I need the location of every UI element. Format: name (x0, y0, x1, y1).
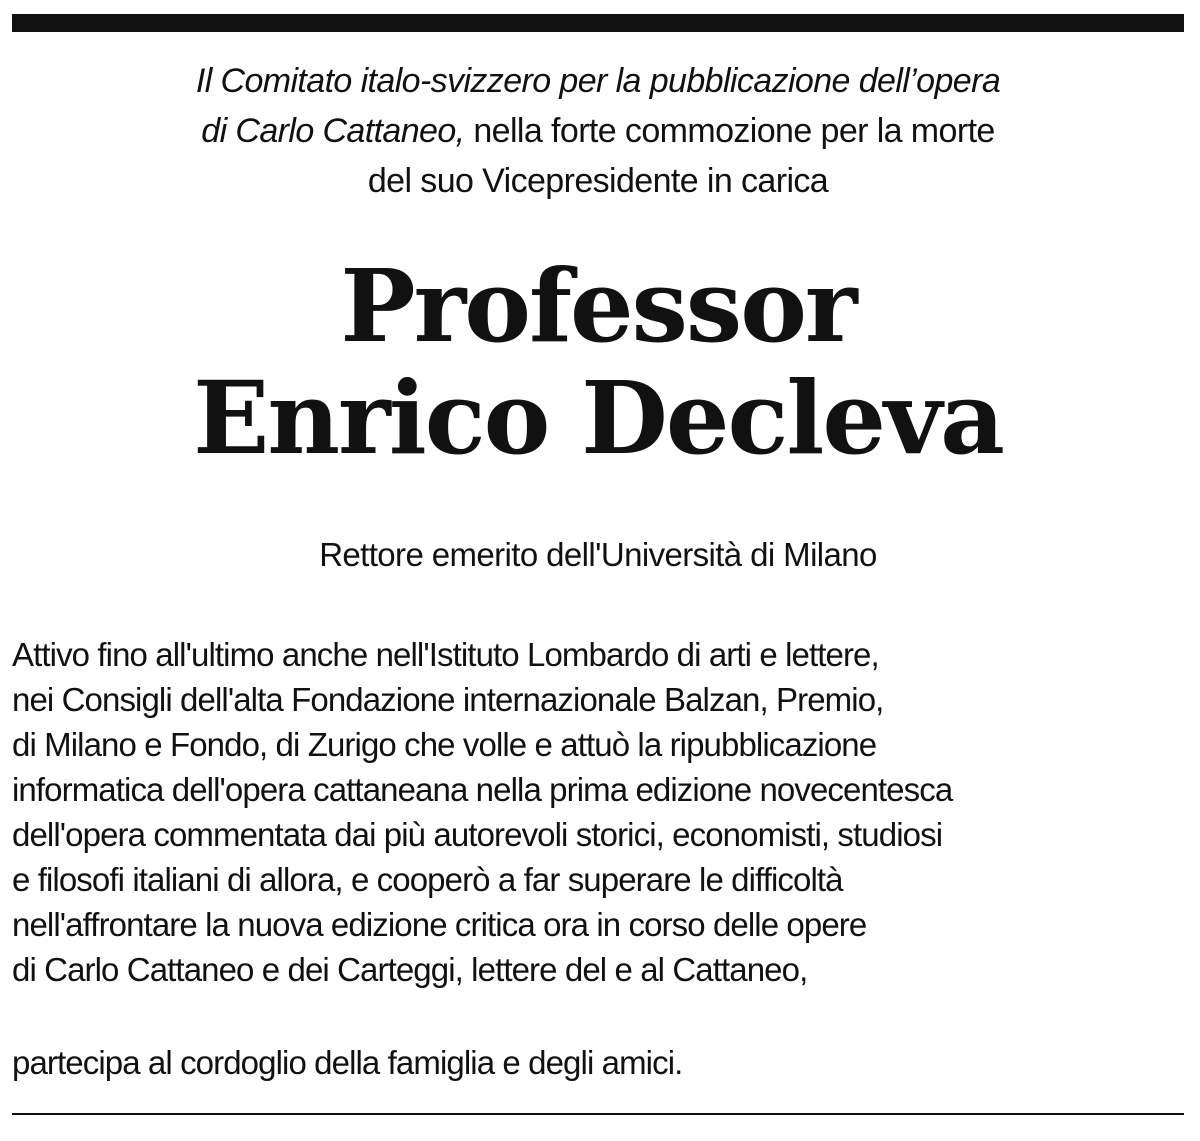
intro-line-1 (12, 56, 1184, 106)
deceased-name (12, 247, 1184, 477)
deceased-fullname: Enrico Decleva (193, 359, 1003, 477)
tribute-line: Attivo fino all'ultimo anche nell'Istituto Lombardo di arti e lettere, (12, 636, 879, 673)
tribute-line: informatica dell'opera cattaneana nella prima edizione novecentesca (12, 771, 953, 808)
tribute-line: di Carlo Cattaneo e dei Carteggi, lettere del e al Cattaneo, (12, 951, 808, 988)
closing-line: partecipa al cordoglio della famiglia e degli amici. (12, 1044, 683, 1081)
deceased-title: Professor (340, 247, 856, 365)
intro-block (12, 56, 1184, 206)
tribute-line: nei Consigli dell'alta Fondazione internazionale Balzan, Premio, (12, 681, 884, 718)
intro-text: nella forte commozione per la morte (464, 112, 995, 150)
tribute-line: di Milano e Fondo, di Zurigo che volle e attuò la ripubblicazione (12, 726, 877, 763)
deceased-role: Rettore emerito dell'Università di Milano (319, 536, 877, 573)
top-rule (12, 14, 1184, 32)
tribute-line: e filosofi italiani di allora, e cooperò a far superare le difficoltà (12, 861, 843, 898)
tribute-text (12, 632, 1192, 992)
intro-line-2 (12, 106, 1184, 156)
tribute-line: nell'affrontare la nuova edizione critica ora in corso delle opere (12, 906, 867, 943)
bottom-rule (12, 1113, 1184, 1115)
committee-name: Il Comitato italo-svizzero per la pubblicazione dell’opera (195, 62, 1001, 100)
committee-name-continued: di Carlo Cattaneo, (201, 112, 465, 150)
intro-line-3: del suo Vicepresidente in carica (367, 162, 829, 200)
tribute-line: dell'opera commentata dai più autorevoli storici, economisti, studiosi (12, 816, 943, 853)
